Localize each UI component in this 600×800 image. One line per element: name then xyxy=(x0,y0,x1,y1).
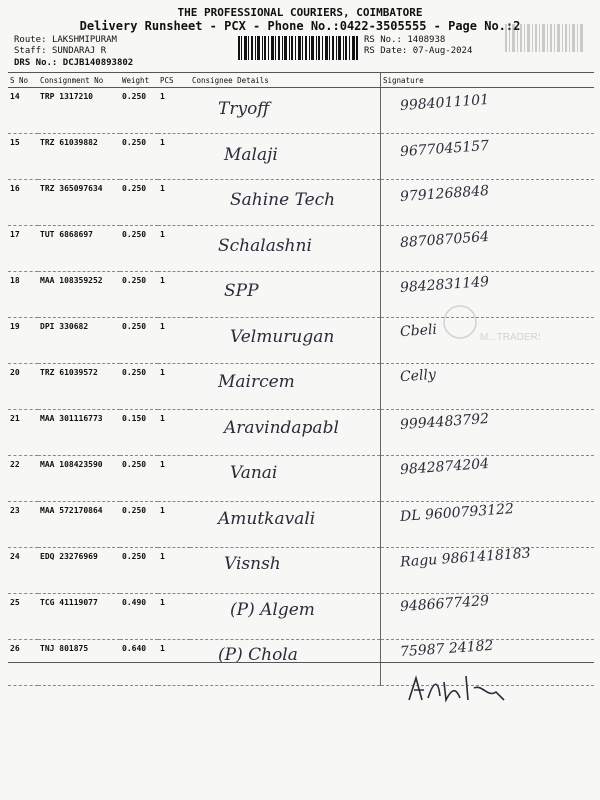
drs-value: DCJB140893802 xyxy=(62,58,134,68)
cell-pcs: 1 xyxy=(158,364,190,410)
staff-line xyxy=(14,46,106,56)
cell-pcs: 1 xyxy=(158,410,190,456)
cell-consignee xyxy=(190,456,381,502)
cell-pcs: 1 xyxy=(158,548,190,594)
cell-sno: 26 xyxy=(8,640,38,686)
route-line xyxy=(14,35,117,45)
cell-consignment: TNJ 801875 xyxy=(38,640,120,686)
table-row xyxy=(8,88,594,134)
consignee-handwriting: Malaji xyxy=(224,144,278,165)
table-row xyxy=(8,456,594,502)
signature-handwriting: 9994483792 xyxy=(399,410,490,433)
cell-weight: 0.250 xyxy=(120,180,158,226)
cell-consignment: TUT 6868697 xyxy=(38,226,120,272)
staff-value: SUNDARAJ R xyxy=(51,46,107,56)
cell-pcs: 1 xyxy=(158,640,190,686)
cell-sno: 25 xyxy=(8,594,38,640)
cell-pcs: 1 xyxy=(158,272,190,318)
consignee-handwriting: SPP xyxy=(224,281,259,301)
cell-consignment: TCG 41119077 xyxy=(38,594,120,640)
cell-consignee xyxy=(190,548,381,594)
table-header-row xyxy=(8,73,594,88)
cell-weight: 0.250 xyxy=(120,364,158,410)
cell-sno: 22 xyxy=(8,456,38,502)
stamp-text: M...TRADERS xyxy=(480,332,540,343)
signature-handwriting: 9984011101 xyxy=(399,91,490,115)
cell-sno: 18 xyxy=(8,272,38,318)
cell-consignment: TRZ 61039572 xyxy=(38,364,120,410)
cell-sno: 20 xyxy=(8,364,38,410)
rs-no-label: RS No.: xyxy=(364,35,402,45)
route-label: Route: xyxy=(14,35,47,45)
col-weight: Weight xyxy=(120,73,158,88)
cell-consignment: MAA 301116773 xyxy=(38,410,120,456)
final-signature xyxy=(404,670,514,710)
cell-weight: 0.250 xyxy=(120,226,158,272)
cell-consignment: TRZ 61039882 xyxy=(38,134,120,180)
cell-pcs: 1 xyxy=(158,594,190,640)
cell-weight: 0.250 xyxy=(120,88,158,134)
signature-handwriting: 9842831149 xyxy=(399,273,490,297)
consignee-handwriting: Vanai xyxy=(230,463,278,483)
signature-handwriting: Cbeli xyxy=(399,321,438,340)
cell-consignee xyxy=(190,272,381,318)
table-row xyxy=(8,134,594,180)
cell-pcs: 1 xyxy=(158,180,190,226)
signature-handwriting: 9791268848 xyxy=(399,182,490,206)
cell-pcs: 1 xyxy=(158,502,190,548)
cell-consignment: MAA 108423590 xyxy=(38,456,120,502)
rs-no-line xyxy=(364,35,445,45)
rs-no-value: 1408938 xyxy=(407,35,446,45)
cell-sno: 14 xyxy=(8,88,38,134)
drs-label: DRS No.: xyxy=(14,58,58,68)
rs-date-value: 07-Aug-2024 xyxy=(412,46,473,56)
col-consignment: Consignment No xyxy=(38,73,120,88)
cell-weight: 0.150 xyxy=(120,410,158,456)
faded-barcode-image xyxy=(505,24,585,52)
consignee-handwriting: Tryoff xyxy=(218,99,270,119)
faded-stamp xyxy=(380,300,540,410)
consignee-handwriting: Aravindapabl xyxy=(224,417,339,438)
barcode-image xyxy=(238,36,358,60)
signature-handwriting: 9677045157 xyxy=(399,137,490,160)
cell-weight: 0.250 xyxy=(120,502,158,548)
signature-handwriting: 8870870564 xyxy=(399,228,490,251)
cell-sno: 15 xyxy=(8,134,38,180)
consignee-handwriting: Maircem xyxy=(218,372,295,392)
signature-handwriting: 9486677429 xyxy=(399,592,490,615)
consignee-handwriting: Velmurugan xyxy=(230,326,335,347)
document-subtitle: Delivery Runsheet - PCX - Phone No.:0422-3505555 - Page No.:2 xyxy=(79,19,521,33)
signature-handwriting: Celly xyxy=(399,366,437,386)
consignee-handwriting: Visnsh xyxy=(224,554,281,574)
cell-sno: 16 xyxy=(8,180,38,226)
col-consignee: Consignee Details xyxy=(190,73,381,88)
cell-consignee xyxy=(190,134,381,180)
cell-sno: 23 xyxy=(8,502,38,548)
cell-pcs: 1 xyxy=(158,456,190,502)
staff-label: Staff: xyxy=(14,46,47,56)
rs-date-label: RS Date: xyxy=(364,46,408,56)
consignee-handwriting: Amutkavali xyxy=(218,508,316,529)
col-pcs: PCS xyxy=(158,73,190,88)
cell-pcs: 1 xyxy=(158,134,190,180)
cell-consignment: MAA 108359252 xyxy=(38,272,120,318)
cell-consignment: EDQ 23276969 xyxy=(38,548,120,594)
cell-weight: 0.640 xyxy=(120,640,158,686)
cell-weight: 0.250 xyxy=(120,318,158,364)
col-signature: Signature xyxy=(381,73,595,88)
signature-handwriting: Ragu 9861418183 xyxy=(399,545,532,571)
cell-sno: 17 xyxy=(8,226,38,272)
cell-weight: 0.250 xyxy=(120,272,158,318)
consignee-handwriting: Schalashni xyxy=(218,235,312,256)
signature-handwriting: DL 9600793122 xyxy=(399,500,515,525)
rs-date-line xyxy=(364,46,472,56)
document-title: THE PROFESSIONAL COURIERS, COIMBATORE xyxy=(177,6,423,19)
consignee-handwriting: (P) Chola xyxy=(218,645,298,665)
col-sno: S No xyxy=(8,73,38,88)
cell-pcs: 1 xyxy=(158,318,190,364)
signature-handwriting: 9842874204 xyxy=(399,455,490,479)
cell-consignment: TRZ 365097634 xyxy=(38,180,120,226)
signature-handwriting: 75987 24182 xyxy=(399,637,494,661)
cell-weight: 0.250 xyxy=(120,134,158,180)
cell-weight: 0.250 xyxy=(120,548,158,594)
cell-pcs: 1 xyxy=(158,88,190,134)
consignee-handwriting: Sahine Tech xyxy=(230,190,336,210)
cell-consignment: DPI 330682 xyxy=(38,318,120,364)
cell-pcs: 1 xyxy=(158,226,190,272)
cell-weight: 0.490 xyxy=(120,594,158,640)
cell-sno: 19 xyxy=(8,318,38,364)
table-end-line xyxy=(8,662,594,663)
route-value: LAKSHMIPURAM xyxy=(51,35,117,45)
drs-line xyxy=(14,58,133,68)
cell-sno: 24 xyxy=(8,548,38,594)
consignee-handwriting: (P) Algem xyxy=(230,599,315,620)
cell-consignment: TRP 1317210 xyxy=(38,88,120,134)
cell-consignment: MAA 572170864 xyxy=(38,502,120,548)
cell-weight: 0.250 xyxy=(120,456,158,502)
cell-sno: 21 xyxy=(8,410,38,456)
